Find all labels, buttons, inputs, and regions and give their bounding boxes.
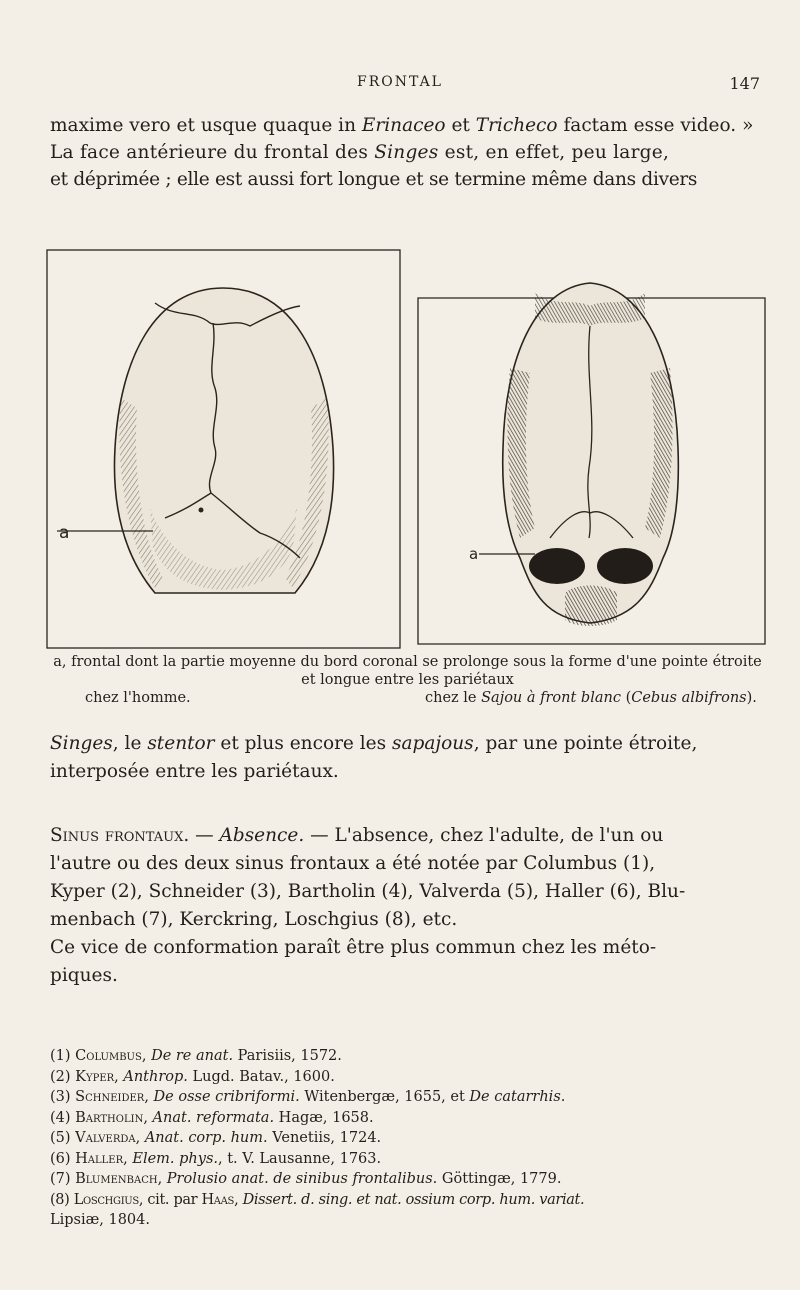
text-run: ( bbox=[620, 690, 632, 706]
footnote-title: De re anat. bbox=[151, 1048, 234, 1064]
footnote-number: (3) bbox=[50, 1089, 76, 1105]
page-number: 147 bbox=[729, 74, 760, 93]
footnote-author: Bartholin bbox=[75, 1109, 144, 1126]
text-run: maxime vero et usque quaque in bbox=[50, 115, 362, 136]
text-run: , le bbox=[112, 733, 148, 754]
figure-caption bbox=[45, 653, 770, 707]
footnote-author: Columbus bbox=[75, 1048, 142, 1064]
right-orbit bbox=[597, 548, 653, 584]
text-run: La face antérieure du frontal des bbox=[50, 142, 375, 163]
text-run: , t. V. Lausanne, 1763. bbox=[218, 1150, 382, 1167]
text-line: piques. bbox=[50, 965, 118, 986]
footnote bbox=[50, 1046, 780, 1067]
footnote-title: De catarrhis. bbox=[469, 1089, 566, 1105]
figure-label-a: a bbox=[469, 545, 479, 563]
footnote-number: (4) bbox=[50, 1109, 76, 1126]
species-name: Cebus albifrons bbox=[631, 690, 747, 706]
footnote-author: Haller bbox=[75, 1150, 124, 1167]
running-head bbox=[0, 74, 800, 98]
skull-illustrations bbox=[45, 248, 767, 650]
footnote-title: Anthrop. bbox=[123, 1068, 188, 1085]
text-line bbox=[50, 139, 765, 166]
figure-label-a: a bbox=[59, 523, 70, 543]
text-run: , bbox=[114, 1068, 124, 1085]
taxon-name: Singes bbox=[374, 142, 439, 163]
footnote bbox=[50, 1128, 780, 1149]
taxon-name: Erinaceo bbox=[361, 115, 446, 136]
paragraph-sinus-frontaux bbox=[50, 822, 765, 990]
paragraph-singes bbox=[50, 730, 765, 786]
top-paragraph bbox=[50, 112, 765, 193]
text-line bbox=[50, 112, 765, 139]
text-run: , bbox=[157, 1171, 167, 1187]
footnote-number: (8) bbox=[50, 1191, 74, 1208]
text-line: Kyper (2), Schneider (3), Bartholin (4), Valverda (5), Haller (6), Blu- bbox=[50, 881, 686, 902]
text-run: chez le bbox=[425, 690, 482, 706]
footnote-author: Kyper bbox=[75, 1068, 115, 1085]
text-run: Göttingæ, 1779. bbox=[437, 1171, 562, 1187]
text-run: , bbox=[123, 1150, 133, 1167]
caption-line: et longue entre les pariétaux bbox=[301, 672, 514, 688]
text-line: Ce vice de conformation paraît être plus commun chez les méto- bbox=[50, 937, 657, 958]
text-run: stentor bbox=[147, 733, 215, 754]
text-run: , bbox=[135, 1130, 145, 1146]
caption-right-label bbox=[425, 689, 757, 707]
footnote bbox=[50, 1087, 780, 1108]
footnote-title: Anat. corp. hum. bbox=[144, 1130, 268, 1146]
text-line: et déprimée ; elle est aussi fort longue et se termine même dans divers bbox=[50, 169, 698, 190]
footnote-title: Anat. reformata. bbox=[152, 1109, 275, 1126]
capuchin-skull-plate bbox=[418, 283, 765, 644]
text-line: interposée entre les pariétaux. bbox=[50, 761, 339, 782]
footnote-number: (5) bbox=[50, 1130, 76, 1146]
human-skull-plate bbox=[47, 250, 400, 648]
text-run: — bbox=[189, 825, 220, 846]
text-run: Lugd. Batav., 1600. bbox=[187, 1068, 335, 1085]
footnote bbox=[50, 1169, 780, 1190]
text-run: ). bbox=[746, 690, 757, 706]
text-line bbox=[50, 822, 765, 850]
footnote-author: Haas bbox=[201, 1191, 235, 1208]
footnote-title: Prolusio anat. de sinibus frontalibus. bbox=[166, 1171, 438, 1187]
footnote-title: Dissert. d. sing. et nat. ossium corp. hum. variat. bbox=[242, 1191, 585, 1208]
text-run: sapajous bbox=[392, 733, 474, 754]
section-heading: Sinus frontaux. bbox=[50, 825, 190, 846]
text-run: Hagæ, 1658. bbox=[274, 1109, 374, 1126]
footnote-number: (1) bbox=[50, 1048, 76, 1064]
footnote-author: Schneider bbox=[75, 1089, 145, 1105]
footnote-continuation: Lipsiæ, 1804. bbox=[50, 1212, 150, 1228]
text-run: Singes bbox=[50, 733, 113, 754]
footnotes bbox=[50, 1046, 780, 1231]
text-run: Parisiis, 1572. bbox=[233, 1048, 342, 1064]
caption-left-label: chez l'homme. bbox=[85, 690, 191, 706]
taxon-name: Tricheco bbox=[475, 115, 558, 136]
caption-sublabels bbox=[45, 689, 770, 707]
footnote-title: Elem. phys. bbox=[132, 1150, 218, 1167]
text-run: factam esse video. » bbox=[557, 115, 754, 136]
text-run: et plus encore les bbox=[214, 733, 392, 754]
text-run: , bbox=[234, 1191, 243, 1208]
text-run: , par une pointe étroite, bbox=[473, 733, 698, 754]
text-run: , cit. par bbox=[138, 1191, 202, 1208]
footnote-author: Loschgius bbox=[73, 1191, 139, 1208]
text-run: est, en effet, peu large, bbox=[438, 142, 670, 163]
text-run: , bbox=[141, 1048, 152, 1064]
skull-figure bbox=[45, 248, 767, 650]
footnote-number: (6) bbox=[50, 1150, 76, 1167]
species-common-name: Sajou à front blanc bbox=[481, 690, 621, 706]
subheading: Absence. bbox=[219, 825, 305, 846]
text-line: menbach (7), Kerckring, Loschgius (8), etc. bbox=[50, 909, 458, 930]
footnote bbox=[50, 1149, 780, 1170]
footnote bbox=[50, 1108, 780, 1129]
text-run: , bbox=[144, 1089, 154, 1105]
footnote bbox=[50, 1190, 780, 1211]
footnote-number: (7) bbox=[50, 1171, 76, 1187]
footnote-author: Valverda bbox=[75, 1130, 136, 1146]
left-orbit bbox=[529, 548, 585, 584]
footnote-title: De osse cribriformi. bbox=[153, 1089, 300, 1105]
text-run: — L'absence, chez l'adulte, de l'un ou bbox=[304, 825, 664, 846]
text-run: Venetiis, 1724. bbox=[267, 1130, 382, 1146]
text-run: , bbox=[143, 1109, 153, 1126]
text-line: l'autre ou des deux sinus frontaux a été notée par Columbus (1), bbox=[50, 853, 656, 874]
footnote bbox=[50, 1067, 780, 1088]
caption-line: a, frontal dont la partie moyenne du bord coronal se prolonge sous la forme d'une pointe étroite bbox=[53, 654, 762, 670]
running-title: FRONTAL bbox=[357, 74, 443, 90]
text-line bbox=[50, 730, 765, 758]
footnote-number: (2) bbox=[50, 1068, 76, 1085]
text-run: Witenbergæ, 1655, et bbox=[299, 1089, 470, 1105]
footnote-author: Blumenbach bbox=[75, 1171, 158, 1187]
text-run: et bbox=[445, 115, 476, 136]
